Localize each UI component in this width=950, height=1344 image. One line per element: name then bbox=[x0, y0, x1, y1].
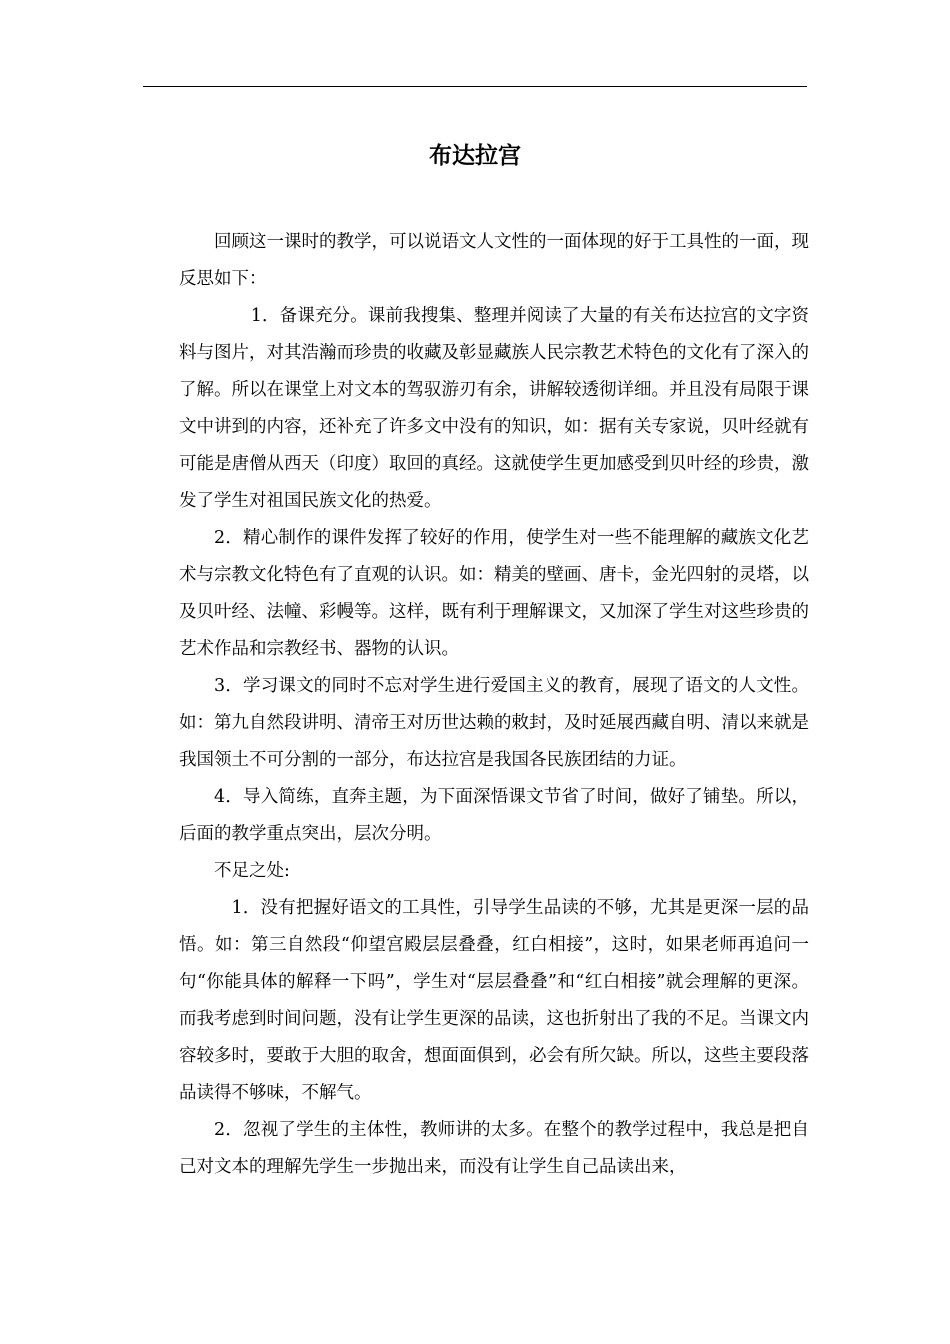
document-title: 布达拉宫 bbox=[429, 143, 521, 169]
paragraph-point-3: 3．学习课文的同时不忘对学生进行爱国主义的教育，展现了语文的人文性。如：第九自然段讲明、清帝王对历世达赖的敕封，及时延展西藏自明、清以来就是我国领土不可分割的一部分，布达拉宫是我国各民族团结的力证。 bbox=[179, 676, 809, 770]
document-body bbox=[179, 224, 809, 1186]
paragraph-intro: 回顾这一课时的教学，可以说语文人文性的一面体现的好于工具性的一面，现反思如下： bbox=[179, 232, 809, 289]
paragraph-point-2: 2．精心制作的课件发挥了较好的作用，使学生对一些不能理解的藏族文化艺术与宗教文化特色有了直观的认识。如：精美的壁画、唐卡，金光四射的灵塔，以及贝叶经、法幢、彩幔等。这样，既有利于理解课文，又加深了学生对这些珍贵的艺术作品和宗教经书、器物的认识。 bbox=[179, 528, 809, 659]
paragraph-point-4: 4．导入简练，直奔主题，为下面深悟课文节省了时间，做好了铺垫。所以，后面的教学重点突出，层次分明。 bbox=[179, 787, 809, 844]
paragraph-shortcoming-2: 2．忽视了学生的主体性，教师讲的太多。在整个的教学过程中，我总是把自己对文本的理解先学生一步抛出来，而没有让学生自己品读出来， bbox=[179, 1120, 809, 1177]
paragraph-shortcomings-heading: 不足之处: bbox=[214, 861, 290, 881]
header-rule bbox=[143, 86, 807, 87]
paragraph-shortcoming-1: 1．没有把握好语文的工具性，引导学生品读的不够，尤其是更深一层的品悟。如：第三自然段“仰望宫殿层层叠叠，红白相接”，这时，如果老师再追问一句“你能具体的解释一下吗”，学生对“层层叠叠”和“红白相接”就会理解的更深。而我考虑到时间问题，没有让学生更深的品读，这也折射出了我的不足。当课文内容较多时，要敢于大胆的取舍，想面面俱到，必会有所欠缺。所以，这些主要段落品读得不够味，不解气。 bbox=[179, 898, 809, 1103]
paragraph-point-1: 1．备课充分。课前我搜集、整理并阅读了大量的有关布达拉宫的文字资料与图片，对其浩瀚而珍贵的收藏及彰显藏族人民宗教艺术特色的文化有了深入的了解。所以在课堂上对文本的驾驭游刃有余，讲解较透彻详细。并且没有局限于课文中讲到的内容，还补充了许多文中没有的知识，如：据有关专家说，贝叶经就有可能是唐僧从西天（印度）取回的真经。这就使学生更加感受到贝叶经的珍贵，激发了学生对祖国民族文化的热爱。 bbox=[179, 306, 809, 511]
